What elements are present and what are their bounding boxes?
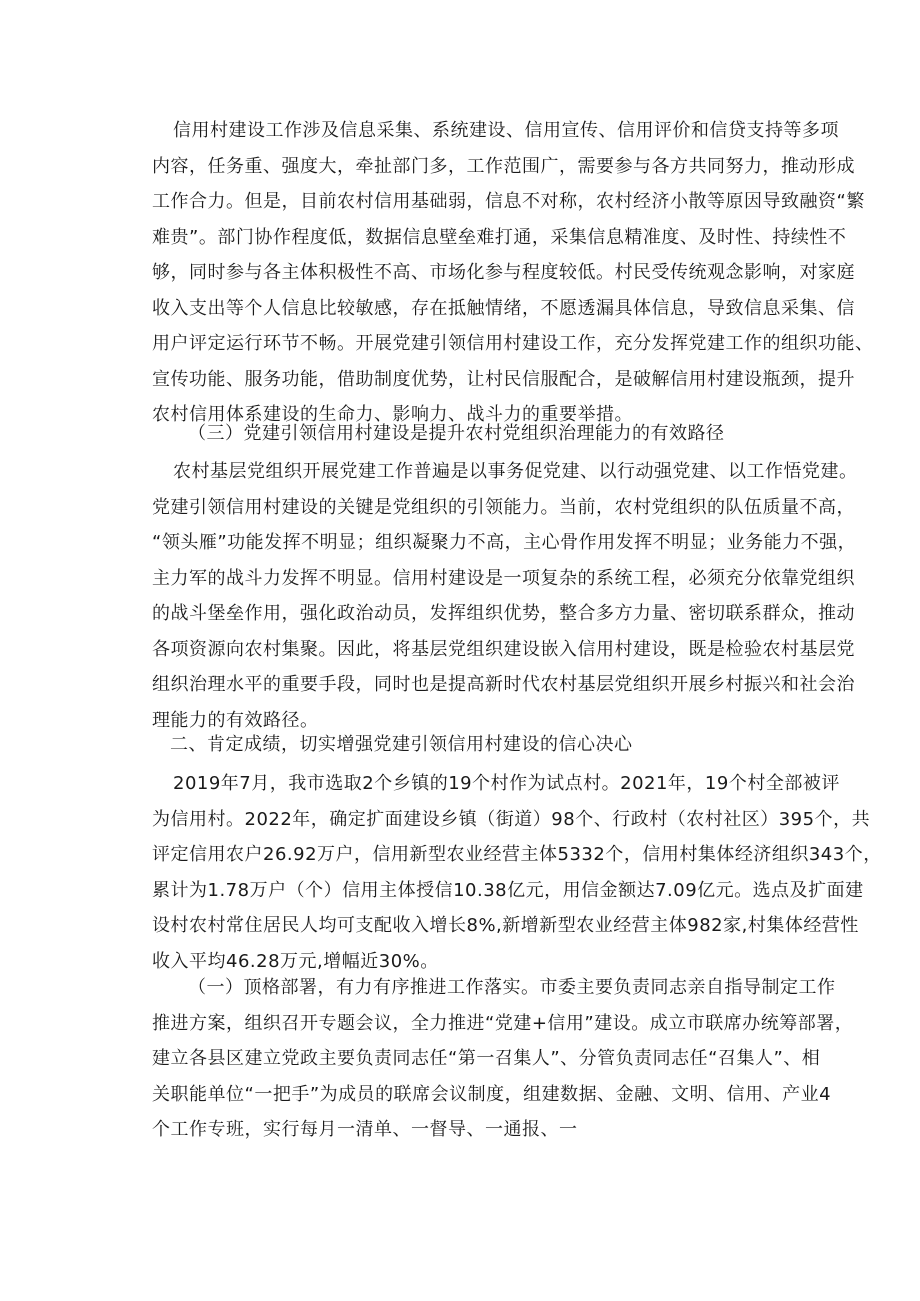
paragraph-line: 内容，任务重、强度大，牵扯部门多，工作范围广，需要参与各方共同努力，推动形成 xyxy=(152,155,855,177)
paragraph-line: 收入平均46.28万元,增幅近30%。 xyxy=(152,950,439,972)
paragraph-line: 建立各县区建立党政主要负责同志任“第一召集人”、分管负责同志任“召集人”、相 xyxy=(152,1048,821,1069)
paragraph-line: 2019年7月，我市选取2个乡镇的19个村作为试点村。2021年，19个村全部被评 xyxy=(173,773,840,794)
paragraph-line: 为信用村。2022年，确定扩面建设乡镇（街道）98个、行政村（农村社区）395个，共 xyxy=(152,808,871,830)
paragraph-line: 农村基层党组织开展党建工作普遍是以事务促党建、以行动强党建、以工作悟党建。 xyxy=(173,461,858,482)
paragraph-line: 主力军的战斗力发挥不明显。信用村建设是一项复杂的系统工程，必须充分依靠党组织 xyxy=(152,567,855,589)
paragraph-2 xyxy=(152,454,858,738)
paragraph-line: 评定信用农户26.92万户，信用新型农业经营主体5332个，信用村集体经济组织343个， xyxy=(152,844,882,865)
paragraph-line: 推进方案，组织召开专题会议，全力推进“党建+信用”建设。成立市联席办统筹部署， xyxy=(152,1012,854,1034)
paragraph-line: 宣传功能、服务功能，借助制度优势，让村民信服配合，是破解信用村建设瓶颈，提升 xyxy=(152,368,855,390)
paragraph-line: 收入支出等个人信息比较敏感，存在抵触情绪，不愿透漏具体信息，导致信息采集、信 xyxy=(152,297,855,319)
paragraph-line: 理能力的有效路径。 xyxy=(152,709,319,731)
paragraph-line: 够，同时参与各主体积极性不高、市场化参与程度较低。村民受传统观念影响，对家庭 xyxy=(152,262,855,283)
paragraph-line: 工作合力。但是，目前农村信用基础弱，信息不对称，农村经济小散等原因导致融资“繁 xyxy=(152,191,865,212)
paragraph-1 xyxy=(152,113,874,433)
paragraph-line: 的战斗堡垒作用，强化政治动员，发挥组织优势，整合多方力量、密切联系群众，推动 xyxy=(152,603,855,624)
paragraph-3 xyxy=(152,766,882,979)
section-heading-2: 二、肯定成绩，切实增强党建引领信用村建设的信心决心 xyxy=(170,734,633,755)
paragraph-line: 信用村建设工作涉及信息采集、系统建设、信用宣传、信用评价和信贷支持等多项 xyxy=(173,120,839,141)
paragraph-line: 个工作专班，实行每月一清单、一督导、一通报、一 xyxy=(152,1119,578,1140)
paragraph-line: 难贵”。部门协作程度低，数据信息壁垒难打通，采集信息精准度、及时性、持续性不 xyxy=(152,226,847,248)
paragraph-line: 用户评定运行环节不畅。开展党建引领信用村建设工作，充分发挥党建工作的组织功能、 xyxy=(152,333,874,354)
paragraph-4 xyxy=(152,970,854,1148)
paragraph-line: 农村信用体系建设的生命力、影响力、战斗力的重要举措。 xyxy=(152,404,633,425)
paragraph-line: 关职能单位“一把手”为成员的联席会议制度，组建数据、金融、文明、信用、产业4 xyxy=(152,1083,832,1105)
subsection-heading-3: （三）党建引领信用村建设是提升农村党组织治理能力的有效路径 xyxy=(188,423,725,444)
paragraph-line: 党建引领信用村建设的关键是党组织的引领能力。当前，农村党组织的队伍质量不高， xyxy=(152,496,855,518)
paragraph-line: “领头雁”功能发挥不明显；组织凝聚力不高，主心骨作用发挥不明显；业务能力不强， xyxy=(152,532,857,553)
paragraph-line: 设村农村常住居民人均可支配收入增长8%,新增新型农业经营主体982家,村集体经营性 xyxy=(152,915,859,936)
paragraph-line: 组织治理水平的重要手段，同时也是提高新时代农村基层党组织开展乡村振兴和社会治 xyxy=(152,674,855,695)
paragraph-line: 各项资源向农村集聚。因此，将基层党组织建设嵌入信用村建设，既是检验农村基层党 xyxy=(152,638,855,660)
paragraph-line: 累计为1.78万户（个）信用主体授信10.38亿元，用信金额达7.09亿元。选点及扩面建 xyxy=(152,879,864,901)
paragraph-line: （一）顶格部署，有力有序推进工作落实。市委主要负责同志亲自指导制定工作 xyxy=(188,977,836,998)
